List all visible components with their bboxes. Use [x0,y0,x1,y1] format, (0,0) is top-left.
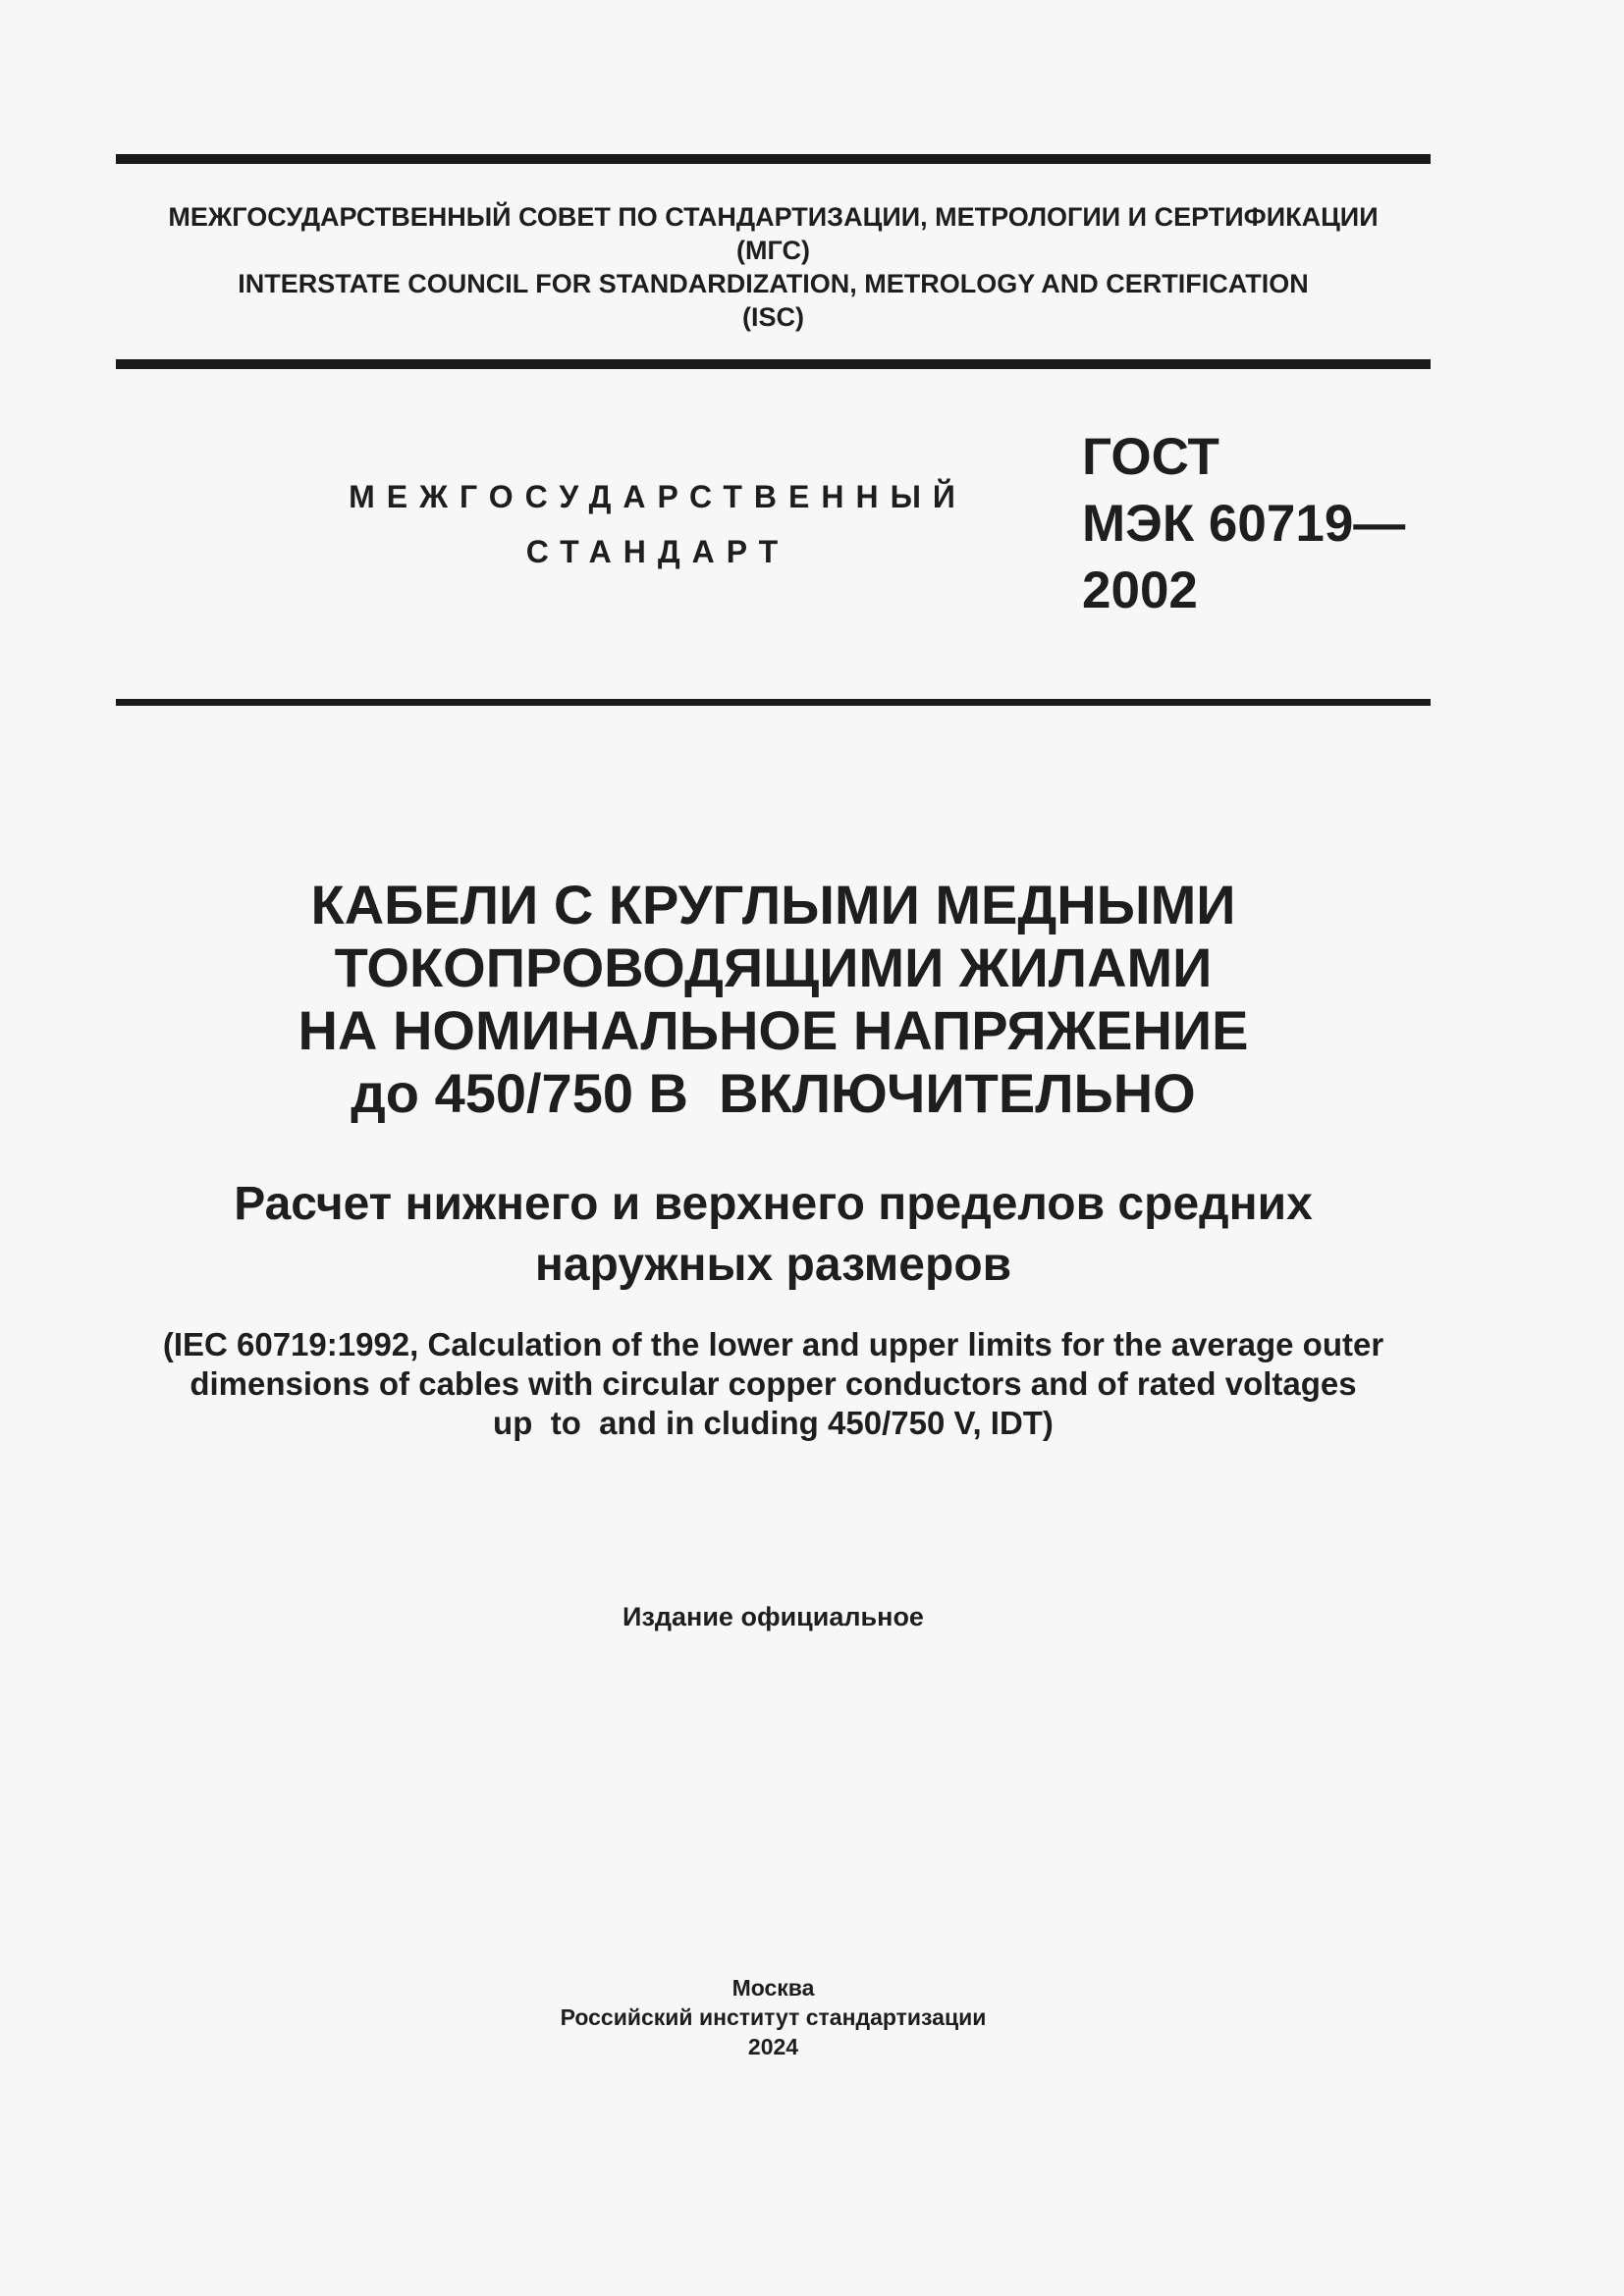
document-title [116,874,1431,1125]
title-line: КАБЕЛИ С КРУГЛЫМИ МЕДНЫМИ [310,874,1236,935]
iec-reference-line: up to and in cluding 450/750 V, IDT) [493,1405,1054,1441]
title-line: до 450/750 В ВКЛЮЧИТЕЛЬНО [351,1062,1196,1124]
imprint-publisher: Российский институт стандартизации [560,2004,987,2030]
subtitle-line: Расчет нижнего и верхнего пределов средних [234,1178,1313,1230]
document-subtitle [116,1174,1431,1296]
standard-type [334,469,982,579]
iec-reference-line: (IEC 60719:1992, Calculation of the lower and upper limits for the average outer [162,1326,1384,1362]
standard-type-line2: СТАНДАРТ [525,534,790,569]
title-line: ТОКОПРОВОДЯЩИМИ ЖИЛАМИ [334,936,1213,998]
council-header [116,200,1431,334]
council-en-abbr: (ISC) [742,302,804,332]
iec-reference [116,1325,1431,1443]
designation-line2: МЭК 60719— [1082,495,1406,553]
top-rule [116,154,1431,164]
standard-type-line1: МЕЖГОСУДАРСТВЕННЫЙ [349,479,967,514]
iec-reference-line: dimensions of cables with circular copper conductors and of rated voltages [189,1365,1357,1402]
council-ru-abbr: (МГС) [736,236,810,265]
council-en-name: INTERSTATE COUNCIL FOR STANDARDIZATION, METROLOGY AND CERTIFICATION [238,269,1309,298]
edition-label: Издание официальное [623,1602,924,1631]
council-ru-name: МЕЖГОСУДАРСТВЕННЫЙ СОВЕТ ПО СТАНДАРТИЗАЦИИ, МЕТРОЛОГИИ И СЕРТИФИКАЦИИ [168,202,1379,232]
standard-designation [1082,424,1405,624]
designation-line1: ГОСТ [1082,428,1219,486]
imprint-city: Москва [731,1975,815,2001]
middle-rule [116,359,1431,369]
imprint-year: 2024 [747,2034,799,2059]
lower-rule [116,699,1431,706]
imprint [116,1973,1431,2061]
designation-line3: 2002 [1082,561,1198,619]
title-line: НА НОМИНАЛЬНОЕ НАПРЯЖЕНИЕ [298,999,1249,1061]
subtitle-line: наружных размеров [534,1239,1012,1291]
